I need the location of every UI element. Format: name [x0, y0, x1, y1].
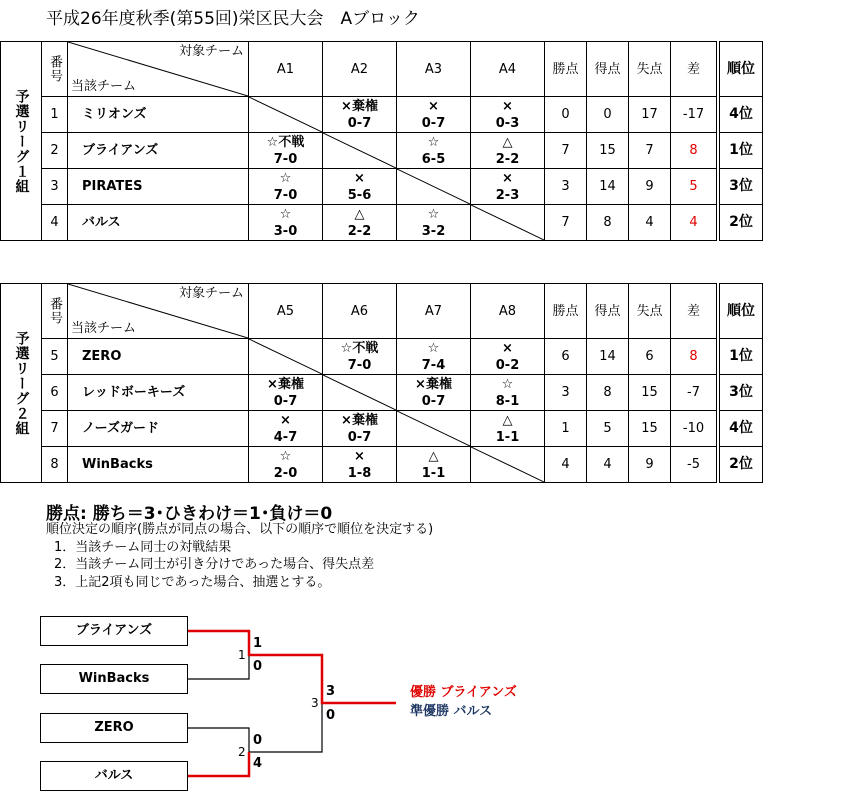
- goals-against: 7: [629, 133, 671, 169]
- rule-line: 2．当該チーム同士が引き分けであった場合、得失点差: [54, 557, 375, 572]
- team-number: 7: [42, 411, 68, 447]
- win-points: 6: [545, 339, 587, 375]
- bracket-team-barusu: バルス: [40, 761, 188, 791]
- bracket-team-winbacks: WinBacks: [40, 664, 188, 694]
- bracket-team-zero: ZERO: [40, 713, 188, 743]
- team-number: 6: [42, 375, 68, 411]
- group-label-text: 予選リーグ１組: [13, 88, 30, 194]
- match-mark: ☆: [427, 340, 440, 356]
- diff-header: 差: [671, 42, 717, 97]
- goals-against: 15: [629, 411, 671, 447]
- match-mark: ×: [502, 340, 513, 356]
- match-mark: ×: [428, 98, 439, 114]
- match-mark: ☆: [427, 206, 440, 222]
- match-mark: ×棄権: [267, 376, 304, 392]
- rule-line: 1．当該チーム同士の対戦結果: [54, 539, 232, 555]
- team-number: 2: [42, 133, 68, 169]
- team-rank: 3位: [720, 375, 763, 411]
- goals-against: 9: [629, 169, 671, 205]
- win-points: 7: [545, 205, 587, 241]
- team-rank: 2位: [720, 205, 763, 241]
- goals-for: 8: [587, 375, 629, 411]
- team-number: 3: [42, 169, 68, 205]
- match-score: 1-8: [347, 465, 372, 481]
- match-score: 2-3: [495, 187, 520, 203]
- team-rank: 4位: [720, 97, 763, 133]
- win-points: 3: [545, 375, 587, 411]
- match-mark: ☆: [427, 134, 440, 150]
- win-points: 0: [545, 97, 587, 133]
- target-team-header: 対象チーム: [178, 286, 244, 301]
- team-rank: 3位: [720, 169, 763, 205]
- match-mark: ×: [354, 448, 365, 464]
- match-mark: ×: [502, 170, 513, 186]
- lost-header: 失点: [629, 42, 671, 97]
- match-mark: ×棄権: [341, 412, 378, 428]
- current-team-header: 当該チーム: [71, 79, 137, 94]
- group-label-text: 予選リーグ２組: [13, 330, 30, 436]
- final-number: 3: [311, 696, 319, 710]
- rank-header: 順位: [720, 42, 763, 97]
- team-rank: 1位: [720, 339, 763, 375]
- match-mark: ×棄権: [341, 98, 378, 114]
- goal-difference: 8: [671, 133, 717, 169]
- match-mark: ×: [354, 170, 365, 186]
- wins-header: 勝点: [545, 284, 587, 339]
- match-score: 2-0: [273, 465, 298, 481]
- runnerup-label: 準優勝: [410, 704, 450, 719]
- match-score: 0-7: [421, 115, 446, 131]
- team-name: ミリオンズ: [68, 97, 249, 133]
- opponent-column-header: A8: [471, 284, 545, 339]
- match-mark: ×: [280, 412, 291, 428]
- team-name: レッドボーキーズ: [68, 375, 249, 411]
- goals-against: 6: [629, 339, 671, 375]
- opponent-column-header: A1: [249, 42, 323, 97]
- match-score: 2-2: [495, 151, 520, 167]
- match-mark: ×棄権: [415, 376, 452, 392]
- goals-for: 14: [587, 339, 629, 375]
- win-points: 4: [545, 447, 587, 483]
- win-points: 3: [545, 169, 587, 205]
- runnerup-team: バルス: [453, 704, 493, 719]
- match-score: 7-0: [273, 187, 298, 203]
- opponent-column-header: A3: [397, 42, 471, 97]
- rule-line: 順位決定の順序(勝点が同点の場合、以下の順序で順位を決定する): [46, 522, 434, 537]
- match-score: 0-7: [421, 393, 446, 409]
- team-name: ZERO: [68, 339, 249, 375]
- goals-for: 8: [587, 205, 629, 241]
- champion-team: ブライアンズ: [440, 685, 517, 700]
- match-score: 7-4: [421, 357, 446, 373]
- game-1-number: 1: [238, 648, 246, 662]
- match-mark: △: [502, 412, 513, 428]
- page-title: 平成26年度秋季(第55回)栄区民大会 Aブロック: [46, 9, 420, 29]
- match-score: 3-2: [421, 223, 446, 239]
- wins-header: 勝点: [545, 42, 587, 97]
- goal-difference: -17: [671, 97, 717, 133]
- goals-against: 15: [629, 375, 671, 411]
- match-score: 0-7: [273, 393, 298, 409]
- goals-for: 5: [587, 411, 629, 447]
- match-mark: ☆: [279, 170, 292, 186]
- goal-difference: -5: [671, 447, 717, 483]
- scored-header: 得点: [587, 284, 629, 339]
- game-1-top-score: 1: [253, 636, 263, 651]
- target-team-header: 対象チーム: [178, 44, 244, 59]
- team-name: ブライアンズ: [68, 133, 249, 169]
- team-name: バルス: [68, 205, 249, 241]
- opponent-column-header: A4: [471, 42, 545, 97]
- opponent-column-header: A2: [323, 42, 397, 97]
- lost-header: 失点: [629, 284, 671, 339]
- team-name: WinBacks: [68, 447, 249, 483]
- match-score: 7-0: [273, 151, 298, 167]
- team-number: 1: [42, 97, 68, 133]
- match-score: 1-1: [421, 465, 446, 481]
- team-rank: 2位: [720, 447, 763, 483]
- team-number: 8: [42, 447, 68, 483]
- goal-difference: 8: [671, 339, 717, 375]
- match-score: 5-6: [347, 187, 372, 203]
- goals-against: 17: [629, 97, 671, 133]
- goals-for: 14: [587, 169, 629, 205]
- team-number: 4: [42, 205, 68, 241]
- team-rank: 1位: [720, 133, 763, 169]
- match-mark: ☆: [279, 206, 292, 222]
- goals-for: 4: [587, 447, 629, 483]
- match-score: 8-1: [495, 393, 520, 409]
- game-2-bottom-score: 4: [253, 756, 263, 771]
- match-mark: ×: [502, 98, 513, 114]
- rank-header: 順位: [720, 284, 763, 339]
- opponent-column-header: A6: [323, 284, 397, 339]
- number-header-text: 番号: [47, 55, 62, 83]
- goal-difference: 5: [671, 169, 717, 205]
- team-name: PIRATES: [68, 169, 249, 205]
- match-score: 1-1: [495, 429, 520, 445]
- goal-difference: 4: [671, 205, 717, 241]
- final-result: [410, 683, 517, 721]
- game-2-number: 2: [238, 745, 246, 759]
- opponent-column-header: A5: [249, 284, 323, 339]
- current-team-header: 当該チーム: [71, 321, 137, 336]
- number-header-text: 番号: [47, 297, 62, 325]
- match-score: 7-0: [347, 357, 372, 373]
- points-rule: 勝点: 勝ち＝3･ひきわけ＝1･負け＝0: [46, 504, 333, 524]
- win-points: 1: [545, 411, 587, 447]
- team-rank: 4位: [720, 411, 763, 447]
- match-score: 0-2: [495, 357, 520, 373]
- match-mark: ☆: [279, 448, 292, 464]
- match-mark: ☆不戦: [340, 340, 379, 356]
- team-number: 5: [42, 339, 68, 375]
- game-2-top-score: 0: [253, 733, 263, 748]
- match-score: 6-5: [421, 151, 446, 167]
- opponent-column-header: A7: [397, 284, 471, 339]
- match-score: 0-7: [347, 115, 372, 131]
- match-score: 0-7: [347, 429, 372, 445]
- match-mark: △: [428, 448, 439, 464]
- match-mark: △: [354, 206, 365, 222]
- goals-against: 9: [629, 447, 671, 483]
- game-1-bottom-score: 0: [253, 659, 263, 674]
- win-points: 7: [545, 133, 587, 169]
- goals-for: 0: [587, 97, 629, 133]
- goal-difference: -7: [671, 375, 717, 411]
- final-top-score: 3: [326, 684, 336, 699]
- winner-path: [188, 631, 396, 703]
- goals-for: 15: [587, 133, 629, 169]
- goals-against: 4: [629, 205, 671, 241]
- match-score: 0-3: [495, 115, 520, 131]
- team-name: ノーズガード: [68, 411, 249, 447]
- goal-difference: -10: [671, 411, 717, 447]
- match-score: 3-0: [273, 223, 298, 239]
- match-mark: ☆: [501, 376, 514, 392]
- match-mark: △: [502, 134, 513, 150]
- match-score: 4-7: [273, 429, 298, 445]
- rule-line: 3．上記2項も同じであった場合、抽選とする。: [54, 574, 331, 590]
- match-score: 2-2: [347, 223, 372, 239]
- match-mark: ☆不戦: [266, 134, 305, 150]
- bracket-team-briansu: ブライアンズ: [40, 616, 188, 646]
- final-bottom-score: 0: [326, 708, 336, 723]
- diff-header: 差: [671, 284, 717, 339]
- champion-label: 優勝: [410, 685, 437, 700]
- scored-header: 得点: [587, 42, 629, 97]
